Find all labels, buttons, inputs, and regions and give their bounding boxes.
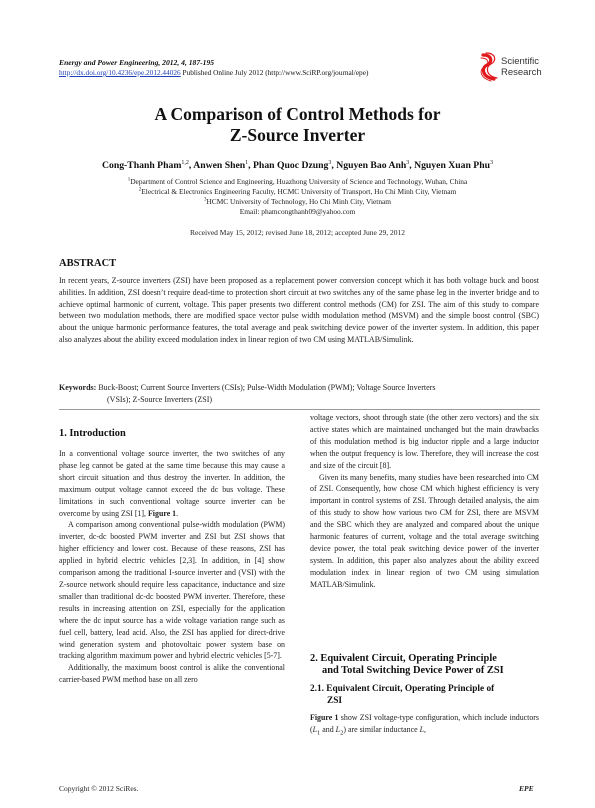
- author-name: Anwen Shen: [193, 160, 246, 172]
- affil-mark: 2: [138, 187, 142, 193]
- affil-text: Department of Control Science and Engineering, Huazhong University of Science and Technology, Wuhan, China: [130, 177, 468, 186]
- subsection-2-1-line-1: 2.1. Equivalent Circuit, Operating Principle of: [310, 684, 495, 694]
- affil-text: HCMC University of Technology, Ho Chi Minh City, Vietnam: [206, 197, 392, 206]
- author: [336, 160, 414, 171]
- logo-mark-icon: [480, 52, 500, 82]
- sec2-paragraph-1: [310, 712, 539, 739]
- author-name: Cong-Thanh Pham: [101, 160, 182, 172]
- author-affil-mark: 1: [245, 160, 249, 166]
- inductor-l1: L: [312, 724, 318, 734]
- sec2-text-a: show ZSI voltage-type configuration, which include inductors (: [310, 713, 539, 734]
- subsection-2-1-heading: [310, 684, 494, 707]
- intro-p1-text: In a conventional voltage source inverter, the two switches of any phase leg cannot be gated at the same time because this may cause a short circuit situation and thus destroy the inverter. In addition, the maximum output voltage cannot exceed the dc bus voltage. These limitations in such conventional voltage source inverter can be overcome by using ZSI [1],: [59, 449, 285, 518]
- journal-citation: Energy and Power Engineering, 2012, 4, 187-195: [59, 58, 215, 67]
- author: [102, 160, 193, 171]
- figure-1-ref[interactable]: Figure 1: [147, 508, 177, 518]
- footer-copyright: Copyright © 2012 SciRes.: [59, 784, 139, 793]
- author: [193, 160, 253, 171]
- author-affil-mark: 3: [490, 160, 493, 166]
- logo-word-research: Research: [501, 67, 542, 78]
- author-affil-mark: 3: [328, 160, 332, 166]
- author-separator: ,: [188, 160, 194, 172]
- author-name: Nguyen Bao Anh: [336, 160, 407, 172]
- right-column: [310, 412, 539, 591]
- doi-link[interactable]: http://dx.doi.org/10.4236/epe.2012.44026: [59, 68, 181, 77]
- publisher-logo: [480, 52, 550, 84]
- intro-paragraph-3: Additionally, the maximum boost control is alike the conventional carrier-based PWM method base on all zero: [59, 663, 285, 685]
- section-2-heading-line-2: and Total Switching Device Power of ZSI: [322, 665, 504, 676]
- figure-1-ref[interactable]: Figure 1: [310, 713, 339, 722]
- affil-mark: 3: [203, 197, 207, 203]
- received-dates: Received May 15, 2012; revised June 18, 2012; accepted June 29, 2012: [190, 228, 405, 237]
- section-2-heading-line-1: 2. Equivalent Circuit, Operating Principle: [310, 653, 497, 664]
- affiliation-1: [0, 177, 595, 186]
- author: [414, 160, 493, 171]
- author-separator: ,: [331, 160, 337, 172]
- intro-paragraph-1: [59, 448, 285, 519]
- author-name: Nguyen Xuan Phu: [414, 160, 490, 172]
- author-affil-mark: 3: [406, 160, 410, 166]
- affiliation-2: [0, 187, 595, 196]
- intro-paragraph-5: Given its many benefits, many studies have been researched into CM of ZSI. Consequently, how chose CM which highest efficiency is very important in control systems of ZSI. Through detailed analysis, the aim of this study to show how various two CM for ZSI, there are MSVM and the SBC which they are analyzed and compared about the unique harmonic features of current, voltage and the total average switching device power, the total peak switching device power of the inverter system. In addition, this paper also analyzes about the ability exceed modulation index in linear region of two CM using simulation MATLAB/Simulink.: [310, 472, 539, 589]
- author-name: Phan Quoc Dzung: [253, 160, 329, 172]
- keywords-label: Keywords:: [59, 383, 97, 392]
- author: [253, 160, 336, 171]
- section-2-heading: [310, 653, 504, 677]
- inductance-l: L: [419, 724, 424, 734]
- affil-mark: 1: [127, 177, 131, 183]
- left-column: [59, 448, 285, 686]
- affiliation-3: [0, 197, 595, 206]
- title-line-1: A Comparison of Control Methods for: [154, 104, 441, 124]
- subsection-2-1-line-2: ZSI: [327, 695, 342, 706]
- sec2-text-b: ) are similar inductance: [343, 724, 420, 734]
- abstract-text: In recent years, Z-source inverters (ZSI) have been proposed as a replacement power conversion concept which it has both voltage buck and boost abilities. In addition, ZSI doesn’t require dead-time to protection short circuit at two switches any of the same phase leg in the inverter bridge and to achieve optimal harmonic of current, voltage. This paper presents two different control methods (CM) for ZSI. The aim of this study to compare between two modulation methods, there are modified space vector pulse width modulation method (MSVM) and the simple boost control (SBC) about the unique harmonic performance features, the total average and peak switching device power of the inverter system. In addition, this paper also analyzes about the ability exceed modulation index in linear region of two CM using MATLAB/Simulink.: [59, 276, 539, 344]
- sec2-and: and: [320, 724, 336, 734]
- section-divider: [59, 409, 540, 410]
- affil-text: Electrical & Electronics Engineering Faculty, HCMC University of Transport, Ho Chi Minh City, Vietnam: [141, 187, 457, 196]
- logo-word-scientific: Scientific: [501, 56, 540, 67]
- publication-info: Published Online July 2012 (http://www.SciRP.org/journal/epe): [180, 68, 369, 77]
- inductor-l2: L: [335, 724, 341, 734]
- intro-paragraph-2: A comparison among conventional pulse-width modulation (PWM) inverter, dc-dc boosted PWM inverter and ZSI but ZSI shows that higher efficiency and lower cost. Because of these reasons, ZSI has applied in hybrid electric vehicles [2,3]. In addition, in [4] show comparison among the traditional I-source inverter and (VSI) with the Z-source network should require less capacitance, inductance and size smaller than traditional dc-dc boosted PWM inverter. Therefore, these results in increasing attention on ZSI, especially for the application where the dc input source has a wide voltage variation range such as fuel cell, battery, lead acid. Also, the ZSI has applied for direct-drive wind generation system and photovoltaic power system base on tracking algorithm maximum power and hybrid electric vehicles [5-7].: [59, 520, 285, 661]
- keywords-line-2: (VSIs); Z-Source Inverters (ZSI): [107, 394, 213, 404]
- paper-title: [0, 104, 595, 146]
- abstract-heading: ABSTRACT: [59, 258, 117, 269]
- inductor-l2-sub: 2: [340, 729, 344, 737]
- author-affil-mark: 1,2: [181, 160, 189, 166]
- author-separator: ,: [409, 160, 415, 172]
- keywords-text-1: Buck-Boost; Current Source Inverters (CSIs); Pulse-Width Modulation (PWM); Voltage Source Inverters: [96, 383, 436, 392]
- section-2-paragraph: [310, 712, 539, 739]
- keywords-line-1: [59, 382, 539, 394]
- footer-journal: EPE: [519, 784, 534, 793]
- doi-line: [59, 68, 368, 77]
- title-line-2: Z-Source Inverter: [229, 125, 366, 145]
- intro-paragraph-4: voltage vectors, shoot through state (the other zero vectors) and the six active states which are maintained unchanged but the main drawbacks of this modulation method is big inductor ripple and a large inductor when the output frequency is low. Therefore, they will increase the cost and size of the circuit [8].: [310, 413, 539, 470]
- inductor-l1-sub: 1: [317, 729, 321, 737]
- author-separator: ,: [248, 160, 254, 172]
- author-email: Email: phamcongthanh09@yahoo.com: [239, 207, 356, 216]
- author-list: [0, 160, 595, 171]
- keywords: [59, 382, 539, 406]
- intro-p1-end: .: [176, 508, 179, 518]
- sec2-end: ,: [424, 724, 426, 734]
- section-1-heading: 1. Introduction: [59, 428, 126, 439]
